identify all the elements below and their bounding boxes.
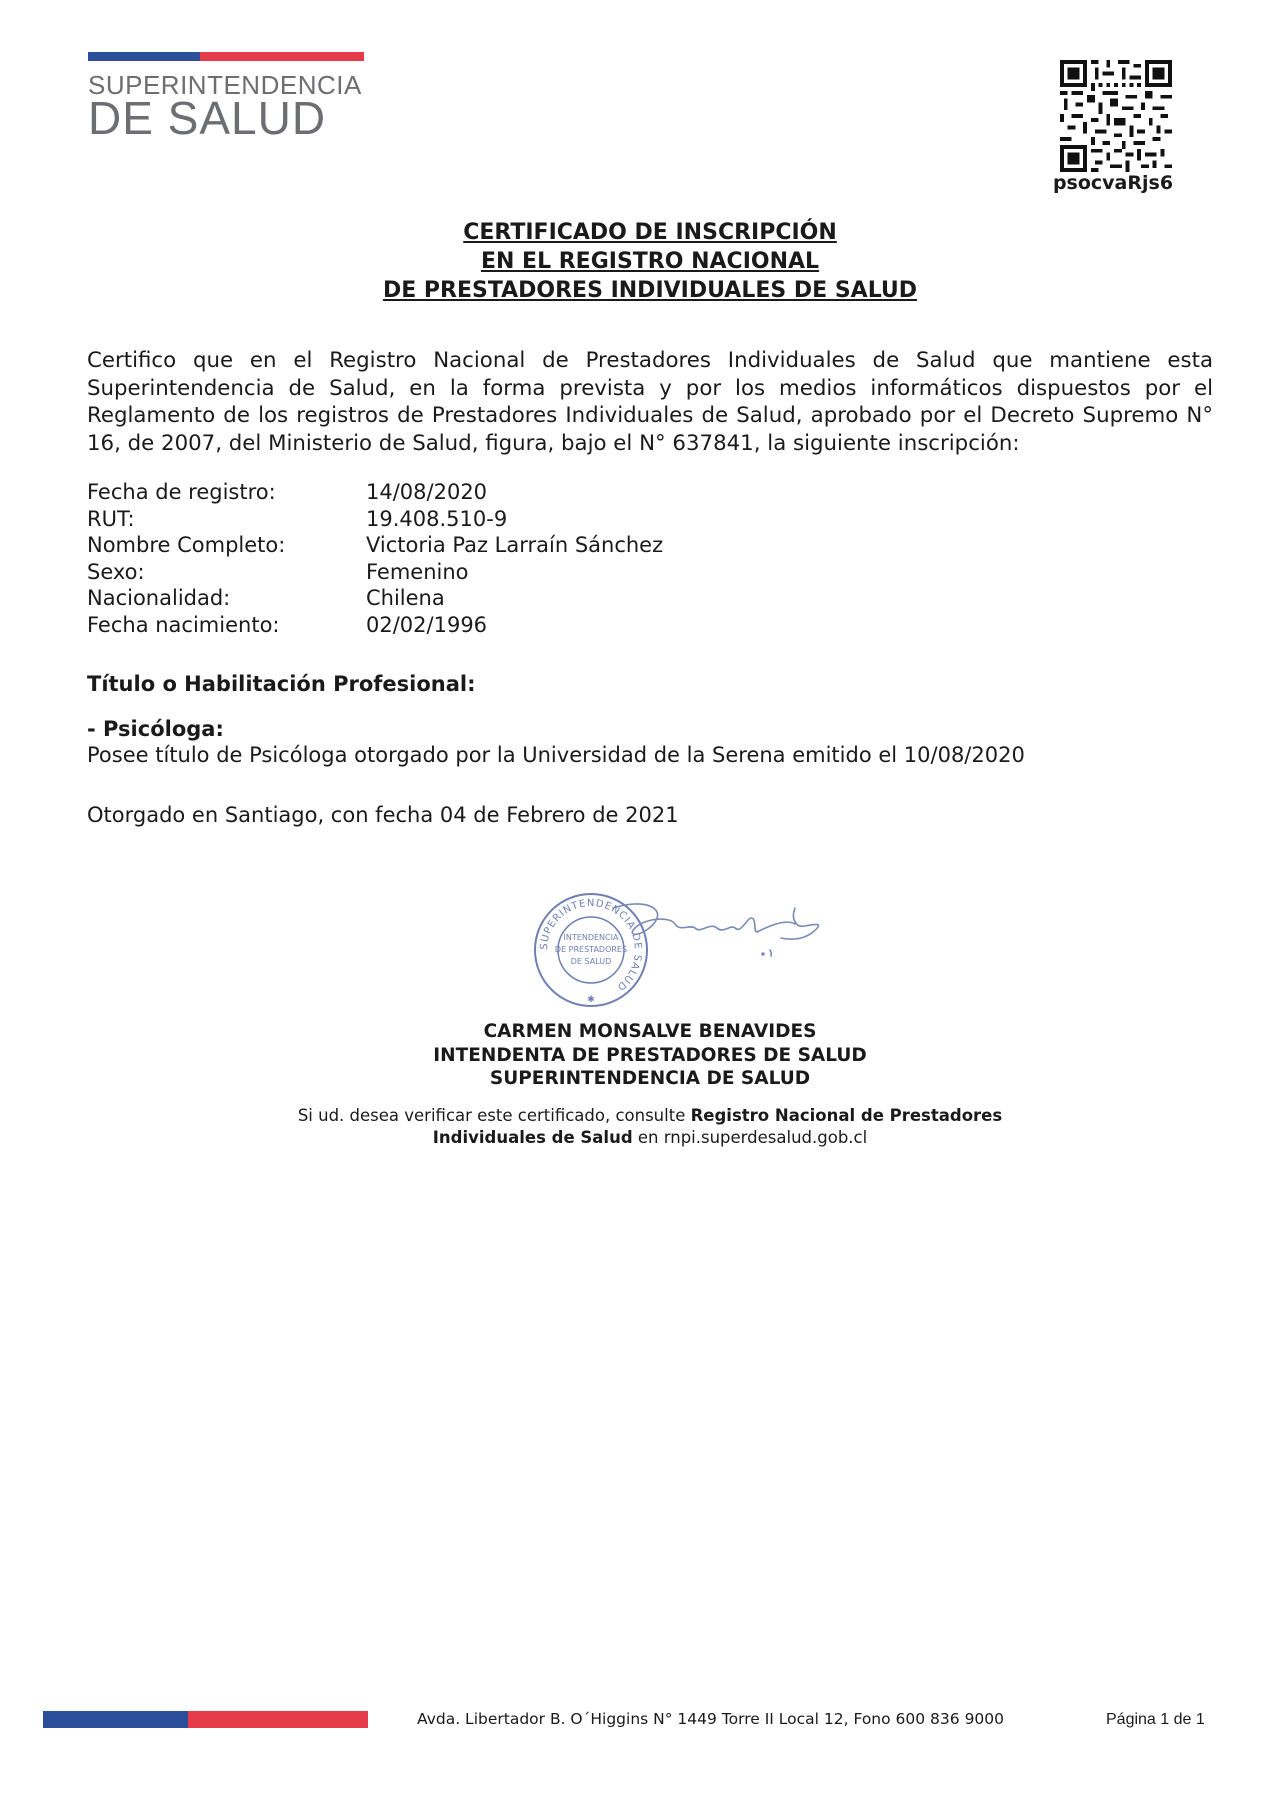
- signer-role: INTENDENTA DE PRESTADORES DE SALUD: [433, 1044, 867, 1066]
- signer-name: CARMEN MONSALVE BENAVIDES: [483, 1021, 817, 1042]
- field-value: Victoria Paz Larraín Sánchez: [366, 533, 664, 557]
- field-value: Chilena: [366, 586, 445, 610]
- field-row: [87, 585, 663, 612]
- field-label: Fecha de registro:: [87, 480, 276, 504]
- title-line3: DE PRESTADORES INDIVIDUALES DE SALUD: [382, 278, 918, 303]
- signature-stamp: [495, 888, 855, 1013]
- svg-text:✱: ✱: [587, 995, 595, 1005]
- granted-date: Otorgado en Santiago, con fecha 04 de Febrero de 2021: [87, 803, 679, 827]
- field-value: 14/08/2020: [366, 480, 488, 504]
- intro-paragraph: Certifico que en el Registro Nacional de Prestadores Individuales de Salud que mantiene esta Superintendencia de Salud, en la forma prevista y por los medios informáticos dispuestos por el Reglamento de los registros de Prestadores Individuales de Salud, aprobado por el Decreto Supremo N° 16, de 2007, del Ministerio de Salud, figura, bajo el N° 637841, la siguiente inscripción:: [87, 348, 1213, 456]
- title-line2: EN EL REGISTRO NACIONAL: [480, 249, 820, 274]
- field-row: [87, 506, 663, 533]
- verify-registry-line2: Individuales de Salud: [432, 1128, 633, 1147]
- field-value: 19.408.510-9: [366, 506, 508, 531]
- seal-inner-line2: DE PRESTADORES: [554, 945, 628, 954]
- logo-line1: SUPERINTENDENCIA: [88, 70, 362, 100]
- field-label: Fecha nacimiento:: [87, 612, 280, 637]
- field-value: Femenino: [366, 559, 469, 584]
- profession-name: - Psicóloga:: [87, 717, 224, 741]
- verification-note: [0, 1105, 1280, 1149]
- field-label: Nombre Completo:: [87, 533, 286, 557]
- seal-inner-line1: INTENDENCIA: [563, 933, 619, 942]
- logo-color-bar: [88, 52, 364, 61]
- title-line1: CERTIFICADO DE INSCRIPCIÓN: [463, 220, 837, 245]
- qualifications-title: Título o Habilitación Profesional:: [87, 672, 476, 696]
- qr-code-icon: [1060, 60, 1172, 172]
- field-label: Sexo:: [87, 559, 145, 584]
- superintendencia-logo: [88, 52, 364, 144]
- registration-fields: [87, 479, 663, 638]
- footer-address: Avda. Libertador B. O´Higgins N° 1449 Torre II Local 12, Fono 600 836 9000: [417, 1710, 1005, 1728]
- verify-prefix: Si ud. desea verificar este certificado, consulte: [297, 1106, 691, 1125]
- verification-code: psocvaRjs6: [1052, 172, 1174, 194]
- svg-text:SUPERINTENDENCIA DE SALUD: SUPERINTENDENCIA DE SALUD: [538, 897, 644, 993]
- certificate-title: [0, 218, 1280, 305]
- signer-org: SUPERINTENDENCIA DE SALUD: [489, 1068, 811, 1089]
- profession-description: Posee título de Psicóloga otorgado por la Universidad de la Serena emitido el 10/08/2020: [87, 743, 1025, 767]
- seal-inner-line3: DE SALUD: [570, 957, 612, 966]
- footer-color-bar: [43, 1711, 368, 1728]
- field-value: 02/02/1996: [366, 612, 488, 637]
- field-row: [87, 479, 663, 506]
- field-row: [87, 612, 663, 639]
- field-row: [87, 559, 663, 586]
- field-label: Nacionalidad:: [87, 586, 231, 610]
- field-label: RUT:: [87, 506, 135, 531]
- field-row: [87, 532, 663, 559]
- logo-line2: DE SALUD: [88, 92, 327, 144]
- signer-block: [0, 1020, 1280, 1091]
- official-seal-icon: [535, 894, 647, 1006]
- verify-suffix: en rnpi.superdesalud.gob.cl: [632, 1128, 868, 1147]
- verify-registry-line1: Registro Nacional de Prestadores: [690, 1106, 1003, 1125]
- page-number: Página 1 de 1: [1106, 1711, 1205, 1728]
